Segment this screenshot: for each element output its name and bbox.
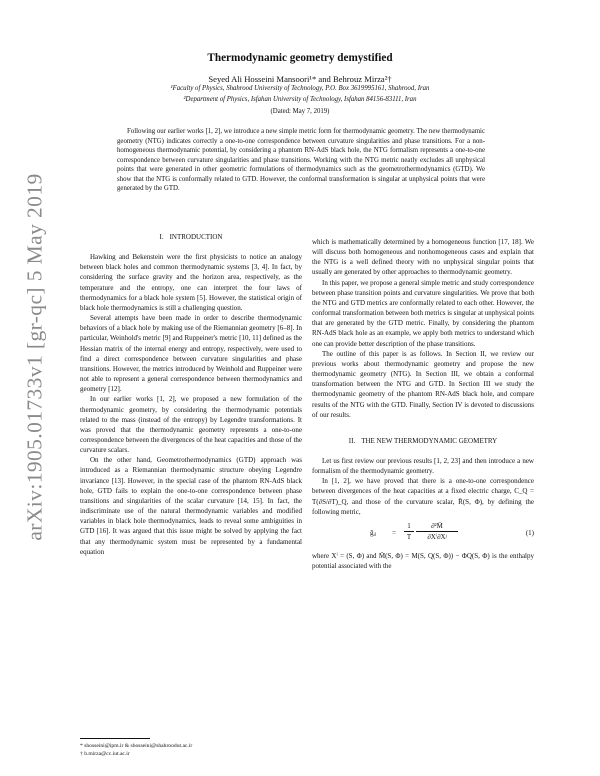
fraction-numerator: ∂²M̄ [431, 521, 443, 530]
paragraph: In our earlier works [1, 2], we proposed a new formulation of the thermodynamic geometry, by considering the thermodynamic potentials related to the mass (instead of the entropy) by Legendre transformations. It was proved that the thermodynamic geometry represents a one-to-one correspondence between the divergences of the heat capacities and those of the curvature scalars. [80, 395, 302, 455]
right-column [312, 237, 534, 571]
left-column [80, 232, 302, 557]
date-line: (Dated: May 7, 2019) [270, 108, 330, 115]
footnote: † b.mirza@cc.iut.ac.ir [80, 751, 130, 758]
paragraph: In [1, 2], we have proved that there is a one-to-one correspondence between divergences of the heat capacities at a fixed electric charge, C_Q = T(∂S/∂T)_Q, and those of the curvature scalar, R̄(S, Φ), by defining the following metric, [312, 477, 534, 516]
section-title: THE NEW THERMODYNAMIC GEOMETRY [361, 436, 498, 445]
fraction [416, 521, 458, 542]
fraction-denominator: T [404, 531, 414, 542]
paragraph: The outline of this paper is as follows. In Section II, we review our previous works about thermodynamic geometry and propose the new thermodynamic geometry (NTG). In Section III, we obtain a conformal transformation between the NTG and GTD. In Section III we study the thermodynamic geometry of the phantom RN-AdS black hole, and compare results of the NTG with the GTD. Finally, Section IV is devoted to discussions of our results. [312, 349, 534, 419]
section-number: I. [159, 233, 164, 241]
equation-1 [312, 521, 534, 547]
equation-lhs: ḡᵢⱼ [370, 528, 376, 537]
affiliation-1: ¹Faculty of Physics, Shahrood University of Technology, P.O. Box 3619995161, Shahrood, Iran [170, 85, 430, 92]
paragraph: which is mathematically determined by a homogeneous function [17, 18]. We will discuss both homogeneous and nonhomogeneous cases and explain that the NTG is a well defined theory with no unphysical singular points that usually are generated by other approaches to thermodynamic geometry. [312, 238, 534, 277]
paper-title: Thermodynamic geometry demystified [207, 52, 393, 64]
fraction-denominator: ∂Xⁱ∂Xʲ [416, 531, 458, 542]
footnote-rule [80, 738, 150, 739]
footnote: * shosseini@ipm.ir & shosseini@shahroodut.ac.ir [80, 743, 193, 749]
section-number: II. [348, 436, 356, 445]
equation-equals: = [392, 528, 396, 537]
arxiv-identifier: arXiv:1905.01733v1 [gr-qc] 5 May 2019 [22, 173, 47, 541]
fraction [404, 521, 414, 542]
paragraph: Hawking and Bekenstein were the first physicists to notice an analogy between black holes and common thermodynamic systems [3, 4]. In fact, by considering the surface gravity and the horizon area, respectively, as the temperature and the entropy, one can interpret the four laws of thermodynamics for a black hole system [5]. However, the statistical origin of black hole thermodynamics is still a challenging question. [80, 253, 302, 312]
paragraph: On the other hand, Geometrothermodynamics (GTD) approach was introduced as a Riemannian thermodynamic structure obeying Legendre invariance [13]. However, in the special case of the phantom RN-AdS black hole, GTD fails to explain the one-to-one correspondence between phase transitions and singularities of the scalar curvature [14, 15]. In fact, the indiscriminate use of the natural thermodynamic variables and modified variables in black hole thermodynamics, leads to reveal some ambiguities in GTD [16]. It was argued that this issue might be solved by applying the fact that any thermodynamic system must be represented by a fundamental equation [80, 456, 302, 556]
section-title: INTRODUCTION [169, 233, 223, 241]
affiliation-2: ²Department of Physics, Isfahan University of Technology, Isfahan 84156-83111, Iran [183, 96, 417, 103]
paragraph: where Xⁱ = (S, Φ) and M̄(S, Φ) = M(S, Q(S, Φ)) − ΦQ(S, Φ) is the enthalpy potential associated with the [312, 551, 534, 571]
paragraph: Let us first review our previous results [1, 2, 23] and then introduce a new formalism of the thermodynamic geometry. [312, 456, 534, 476]
footnotes [80, 742, 192, 759]
section-heading-new-thermodynamic-geometry [312, 436, 534, 446]
paragraph: Several attempts have been made in order to describe thermodynamic behaviors of a black hole by making use of the Riemannian geometry [6–8]. In particular, Weinhold's metric [9] and Ruppeiner's metric [10, 11] defined as the Hessian matrix of the internal energy and entropy, respectively, were used to find a direct correspondence between curvature singularities and phase transitions. However, the metrics introduced by Weinhold and Ruppeiner were not able to represent a general correspondence between thermodynamics and geometry [12]. [80, 314, 302, 394]
arxiv-sidebar-stamp [18, 132, 52, 582]
equation-number: (1) [525, 528, 534, 537]
section-heading-introduction [80, 232, 302, 242]
abstract: Following our earlier works [1, 2], we introduce a new simple metric form for thermodynamic geometry. The new thermodynamic geometry (NTG) indicates correctly a one-to-one correspondence between curvature singularities and phase transitions. For a non-homogeneous thermodynamic potential, by considering a phantom RN-AdS black hole, the NTG formalism represents a one-to-one correspondence between curvature singularities and phase transitions. Working with the NTG metric neatly excludes all unphysical points that were generated in other geometric formulations of thermodynamics such as the geometrothermodynamics (GTD). We show that the NTG is conformally related to GTD. However, the conformal transformation is singular at unphysical points that were generated by the GTD. [117, 128, 485, 193]
author-list: Seyed Ali Hosseini Mansoori¹* and Behrouz Mirza²† [208, 74, 392, 84]
fraction-numerator: 1 [407, 521, 411, 530]
paragraph: In this paper, we propose a general simple metric and study correspondence between phase transition points and curvature singularities. We prove that both the NTG and GTD metrics are conformally related to each other. However, the conformal transformation between both metrics is singular at unphysical points that are generated by the GTD metric. Finally, by considering the phantom RN-AdS black hole as an example, we apply both metrics to understand which one can provide better description of the phase transitions. [312, 278, 534, 348]
